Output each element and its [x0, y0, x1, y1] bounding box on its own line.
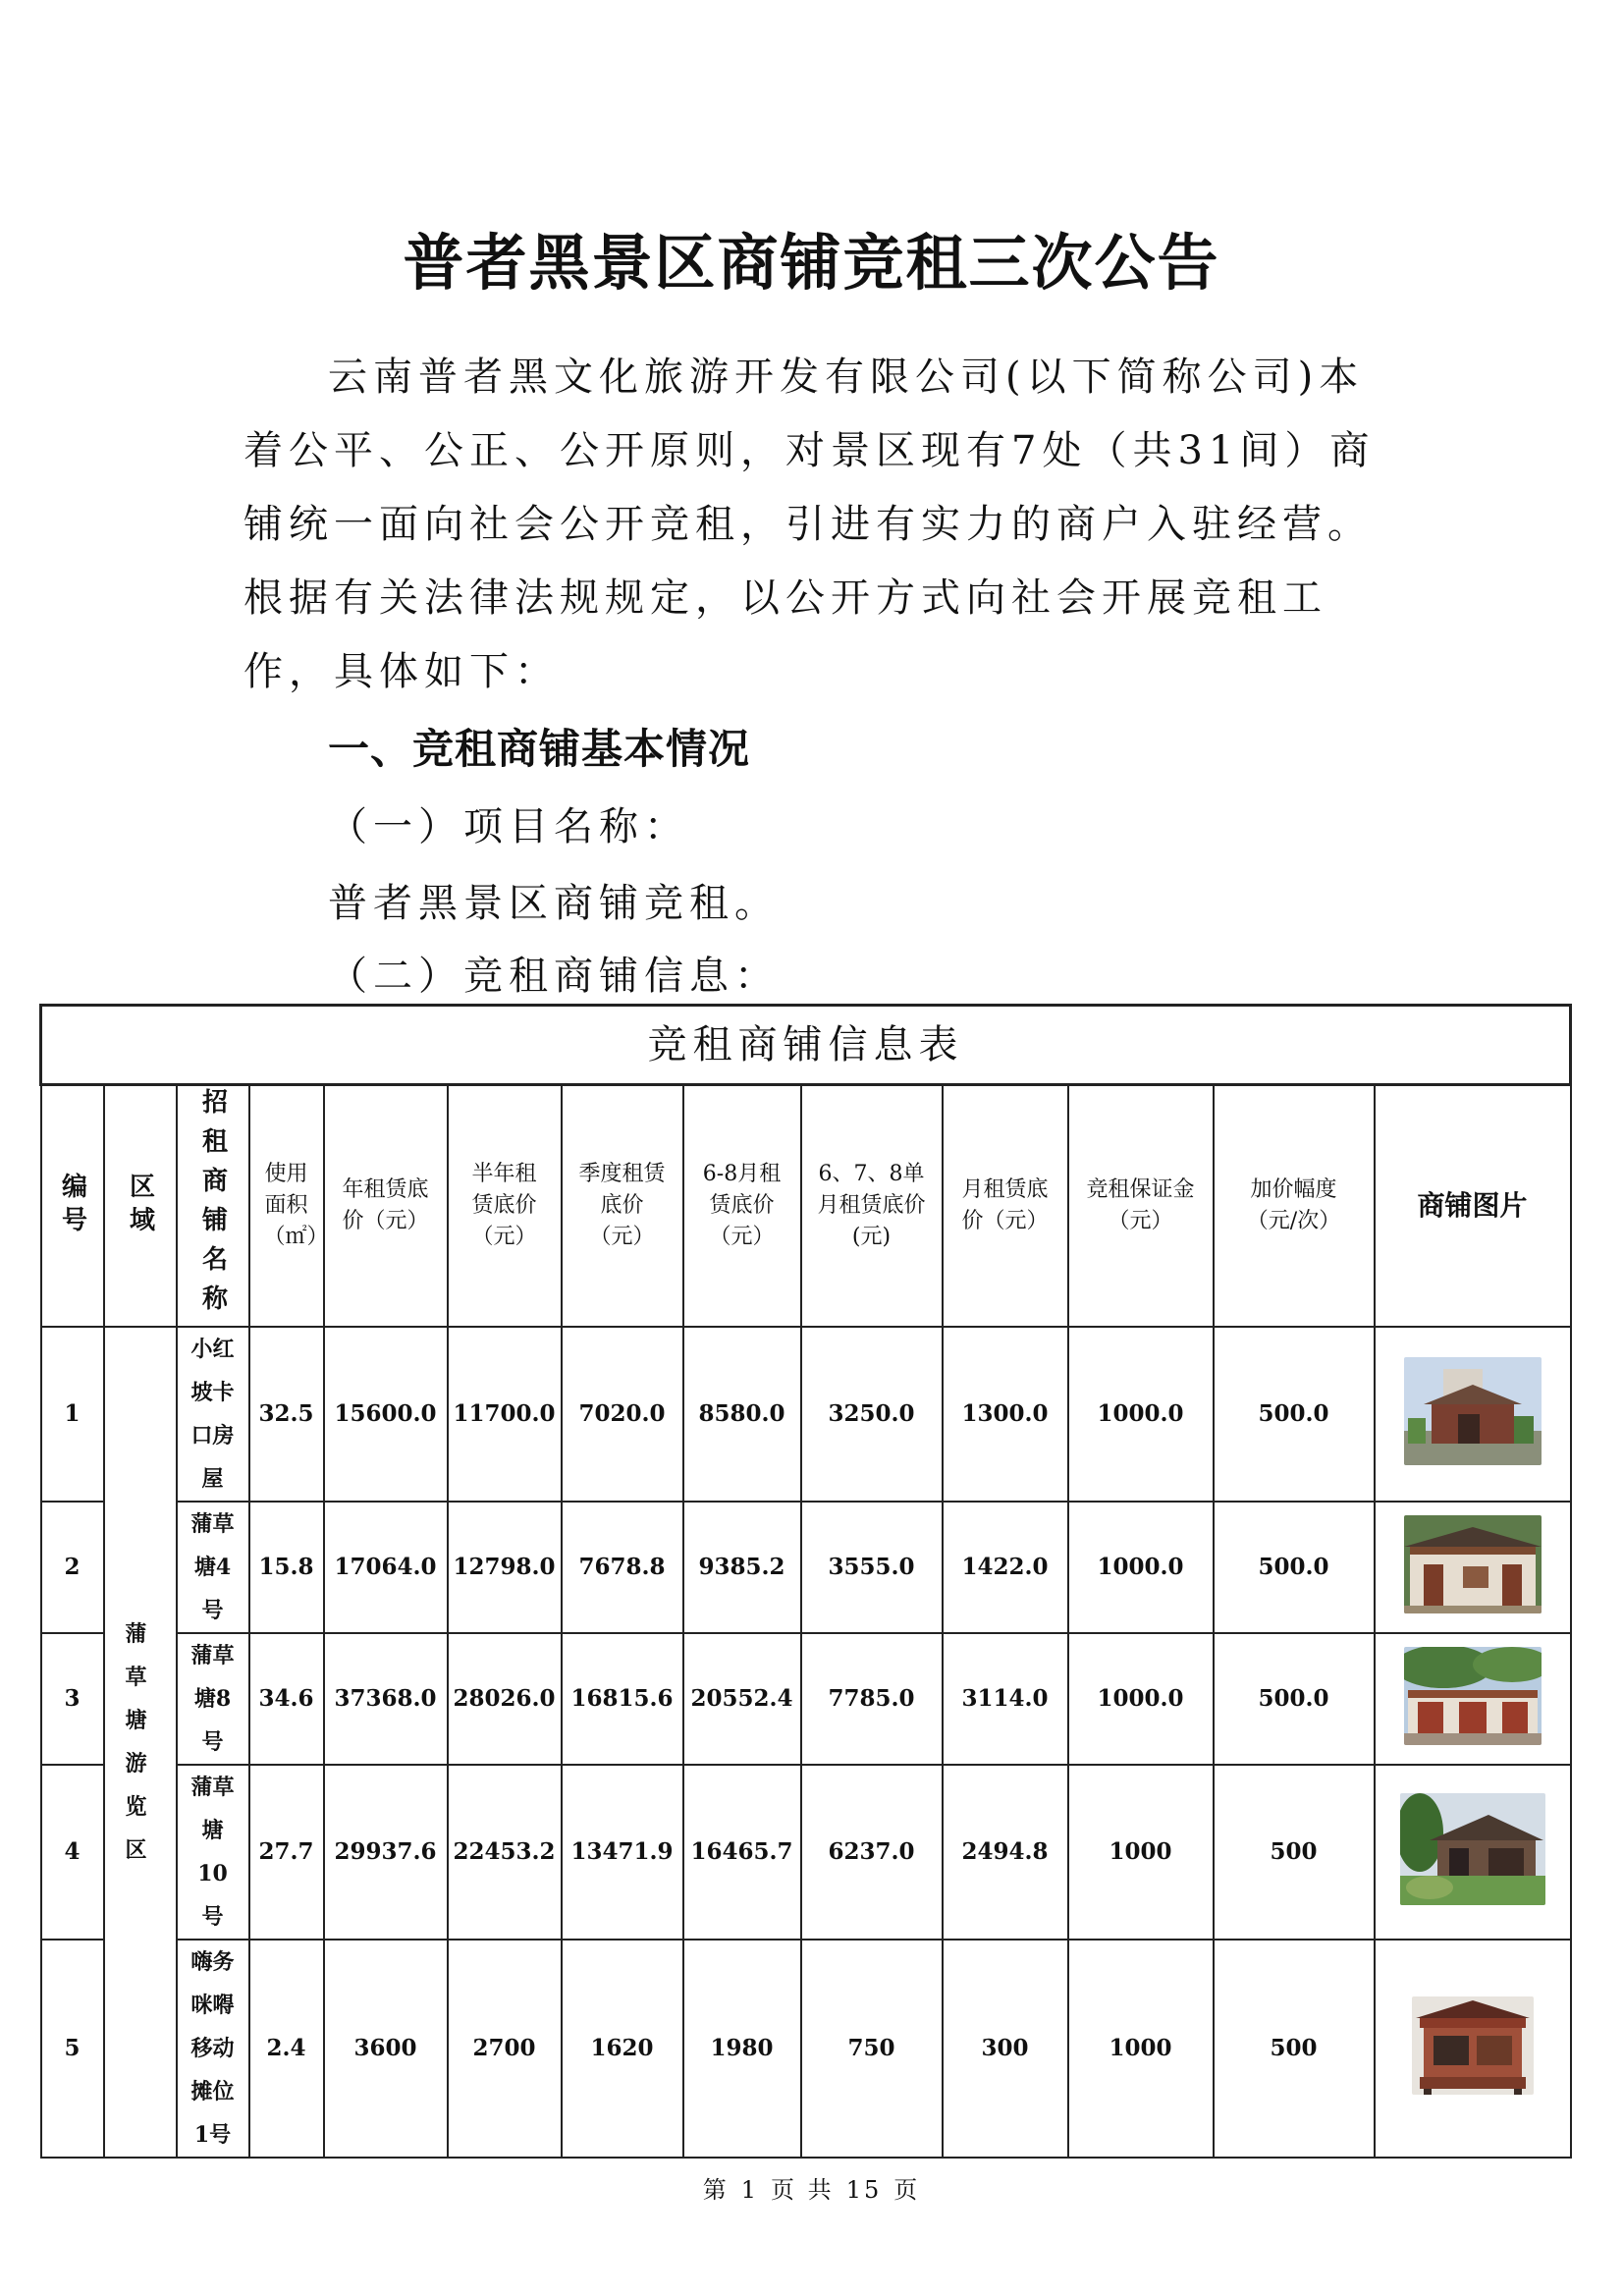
- header-region: 区域: [104, 1085, 177, 1327]
- page-footer: [0, 2170, 1623, 2205]
- header-quarter: 季度租赁底价（元）: [562, 1085, 683, 1327]
- cell-photo: [1375, 1502, 1571, 1633]
- cell-summer: 16465.7: [683, 1765, 801, 1940]
- cell-no: 1: [41, 1327, 104, 1502]
- table-row: [41, 1765, 1571, 1940]
- cell-single: 750: [801, 1940, 943, 2158]
- cell-area: 32.5: [249, 1327, 324, 1502]
- table-row: [41, 1502, 1571, 1633]
- table-header-row: [41, 1085, 1571, 1327]
- footer-total-pages: 15: [845, 2176, 883, 2204]
- cell-shop-name: 嗨务咪嘚移动摊位1号: [177, 1940, 249, 2158]
- cell-half: 28026.0: [448, 1633, 562, 1765]
- table-caption: 竞租商铺信息表: [41, 1006, 1571, 1085]
- cell-increment: 500.0: [1214, 1327, 1375, 1502]
- cell-region: 蒲草塘游览区: [104, 1327, 177, 2158]
- cell-monthly: 3114.0: [943, 1633, 1068, 1765]
- cell-photo: [1375, 1765, 1571, 1940]
- shop-photo-3: [1404, 1647, 1542, 1745]
- header-no: 编号: [41, 1085, 104, 1327]
- cell-photo: [1375, 1633, 1571, 1765]
- section-heading-1: 一、竞租商铺基本情况: [328, 725, 751, 773]
- table-row: [41, 1940, 1571, 2158]
- subheading-project-name: （一）项目名称：: [328, 804, 689, 849]
- cell-shop-name: 蒲草塘8号: [177, 1633, 249, 1765]
- intro-text: 云南普者黑文化旅游开发有限公司(以下简称公司)本着公平、公正、公开原则，对景区现有7处（共31间）商铺统一面向社会公开竞租，引进有实力的商户入驻经营。根据有关法律法规规定，以公开方式向社会开展竞租工作，具体如下：: [243, 355, 1376, 694]
- cell-monthly: 2494.8: [943, 1765, 1068, 1940]
- shop-photo-5: [1412, 1996, 1534, 2095]
- cell-half: 22453.2: [448, 1765, 562, 1940]
- project-name-text: 普者黑景区商铺竞租。: [328, 881, 780, 926]
- cell-quarter: 7678.8: [562, 1502, 683, 1633]
- cell-summer: 1980: [683, 1940, 801, 2158]
- cell-single: 3555.0: [801, 1502, 943, 1633]
- cell-quarter: 7020.0: [562, 1327, 683, 1502]
- cell-summer: 20552.4: [683, 1633, 801, 1765]
- cell-single: 6237.0: [801, 1765, 943, 1940]
- cell-single: 3250.0: [801, 1327, 943, 1502]
- shop-photo-2: [1404, 1515, 1542, 1613]
- header-single: 6、7、8单月租赁底价(元): [801, 1085, 943, 1327]
- cell-increment: 500: [1214, 1940, 1375, 2158]
- cell-annual: 15600.0: [324, 1327, 448, 1502]
- cell-annual: 3600: [324, 1940, 448, 2158]
- cell-annual: 37368.0: [324, 1633, 448, 1765]
- header-photo: 商铺图片: [1375, 1085, 1571, 1327]
- cell-no: 4: [41, 1765, 104, 1940]
- table-row: [41, 1633, 1571, 1765]
- cell-deposit: 1000.0: [1068, 1633, 1214, 1765]
- header-deposit: 竞租保证金（元）: [1068, 1085, 1214, 1327]
- cell-half: 12798.0: [448, 1502, 562, 1633]
- cell-shop-name: 小红坡卡口房屋: [177, 1327, 249, 1502]
- cell-no: 2: [41, 1502, 104, 1633]
- cell-summer: 9385.2: [683, 1502, 801, 1633]
- cell-no: 5: [41, 1940, 104, 2158]
- cell-quarter: 16815.6: [562, 1633, 683, 1765]
- cell-annual: 29937.6: [324, 1765, 448, 1940]
- shop-info-table: [39, 1004, 1572, 2159]
- header-summer: 6-8月租赁底价（元）: [683, 1085, 801, 1327]
- footer-prefix: 第: [702, 2176, 730, 2204]
- page-title: 普者黑景区商铺竞租三次公告: [403, 227, 1220, 299]
- header-monthly: 月租赁底价（元）: [943, 1085, 1068, 1327]
- header-increment: 加价幅度（元/次）: [1214, 1085, 1375, 1327]
- cell-area: 2.4: [249, 1940, 324, 2158]
- cell-area: 15.8: [249, 1502, 324, 1633]
- cell-monthly: 1300.0: [943, 1327, 1068, 1502]
- cell-half: 2700: [448, 1940, 562, 2158]
- cell-increment: 500.0: [1214, 1502, 1375, 1633]
- cell-deposit: 1000: [1068, 1765, 1214, 1940]
- cell-monthly: 300: [943, 1940, 1068, 2158]
- intro-paragraph: [243, 341, 1382, 709]
- cell-summer: 8580.0: [683, 1327, 801, 1502]
- cell-shop-name: 蒲草塘4号: [177, 1502, 249, 1633]
- cell-increment: 500: [1214, 1765, 1375, 1940]
- cell-area: 27.7: [249, 1765, 324, 1940]
- table-row: [41, 1327, 1571, 1502]
- shop-photo-1: [1404, 1357, 1542, 1465]
- cell-deposit: 1000.0: [1068, 1502, 1214, 1633]
- cell-photo: [1375, 1940, 1571, 2158]
- cell-quarter: 1620: [562, 1940, 683, 2158]
- cell-annual: 17064.0: [324, 1502, 448, 1633]
- cell-area: 34.6: [249, 1633, 324, 1765]
- cell-no: 3: [41, 1633, 104, 1765]
- footer-middle: 页 共: [771, 2176, 835, 2204]
- cell-photo: [1375, 1327, 1571, 1502]
- cell-quarter: 13471.9: [562, 1765, 683, 1940]
- header-annual: 年租赁底价（元）: [324, 1085, 448, 1327]
- header-name: 招租商铺名称: [177, 1085, 249, 1327]
- header-half: 半年租赁底价（元）: [448, 1085, 562, 1327]
- cell-deposit: 1000: [1068, 1940, 1214, 2158]
- cell-monthly: 1422.0: [943, 1502, 1068, 1633]
- cell-single: 7785.0: [801, 1633, 943, 1765]
- footer-page-number: 1: [740, 2176, 760, 2204]
- header-area: 使用面积（㎡）: [249, 1085, 324, 1327]
- cell-increment: 500.0: [1214, 1633, 1375, 1765]
- cell-shop-name: 蒲草塘10号: [177, 1765, 249, 1940]
- cell-half: 11700.0: [448, 1327, 562, 1502]
- cell-deposit: 1000.0: [1068, 1327, 1214, 1502]
- footer-suffix: 页: [893, 2176, 921, 2204]
- subheading-shop-info: （二）竞租商铺信息：: [328, 954, 780, 999]
- shop-photo-4: [1400, 1793, 1545, 1905]
